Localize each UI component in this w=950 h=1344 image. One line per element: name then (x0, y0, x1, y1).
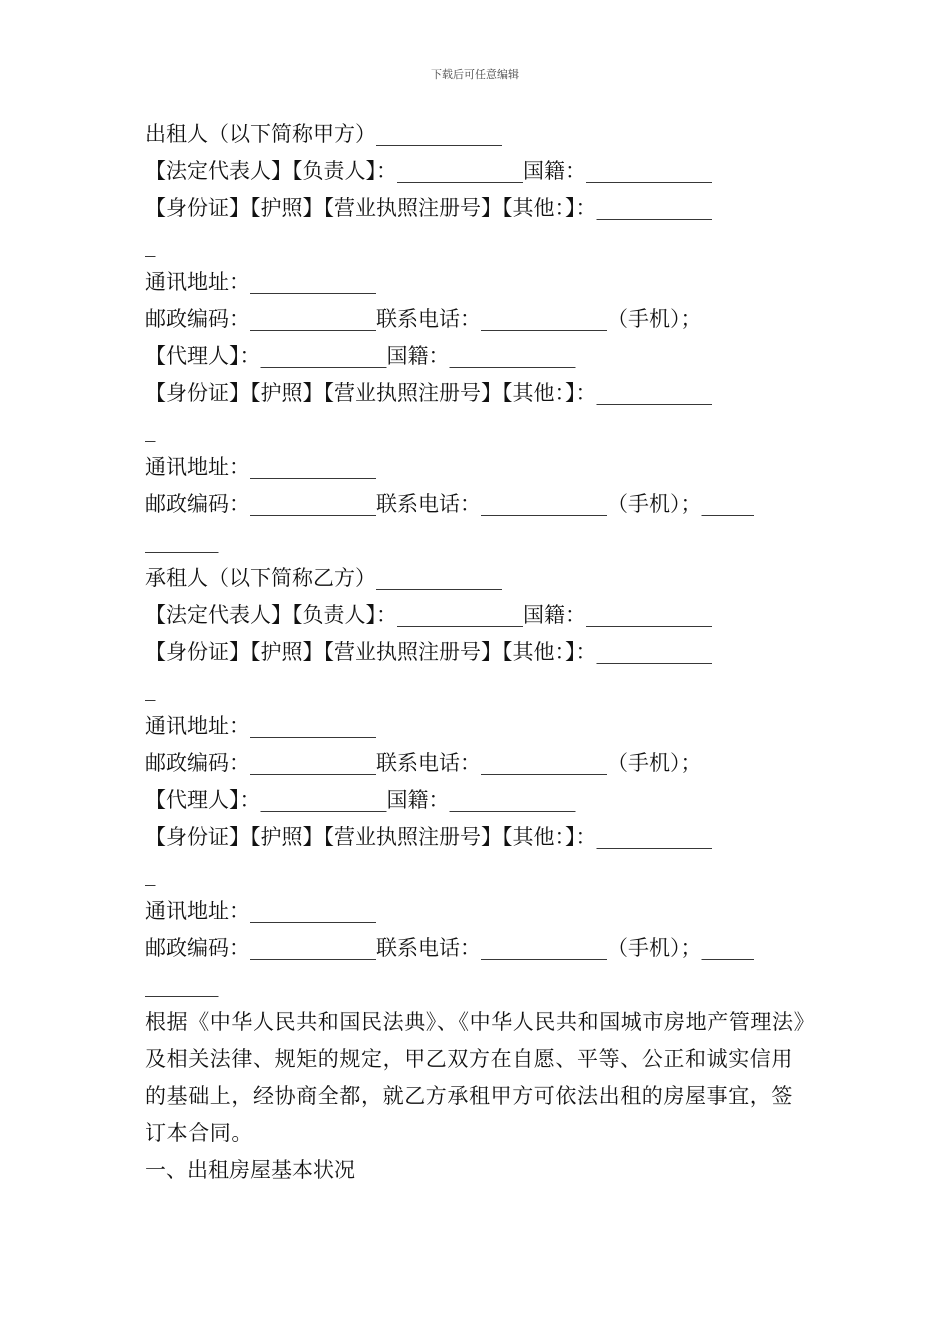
lessor-id-continuation: _ (145, 233, 156, 257)
lessor-address-line: 通讯地址：____________ (145, 270, 376, 294)
lessor-agent-contact-continuation: _______ (145, 529, 219, 553)
lessee-address-line: 通讯地址：____________ (145, 714, 376, 738)
lessor-agent-line: 【代理人】：____________国籍：____________ (145, 344, 576, 368)
lessee-id-line: 【身份证】【护照】【营业执照注册号】【其他：】：___________ (145, 640, 712, 664)
document-body (145, 116, 810, 1189)
section-heading: 一、出租房屋基本状况 (145, 1158, 355, 1182)
lessor-agent-id-continuation: _ (145, 418, 156, 442)
lessor-agent-address-line: 通讯地址：____________ (145, 455, 376, 479)
lessee-agent-address-line: 通讯地址：____________ (145, 899, 376, 923)
lessee-line: 承租人（以下简称乙方）____________ (145, 566, 502, 590)
lessee-agent-id-line: 【身份证】【护照】【营业执照注册号】【其他：】：___________ (145, 825, 712, 849)
lessee-agent-contact-line: 邮政编码：____________联系电话：____________（手机）；_____ (145, 936, 754, 960)
lessee-representative-line: 【法定代表人】【负责人】：____________国籍：____________ (145, 603, 712, 627)
lessee-agent-id-continuation: _ (145, 862, 156, 886)
lessor-id-line: 【身份证】【护照】【营业执照注册号】【其他：】：___________ (145, 196, 712, 220)
lessor-contact-line: 邮政编码：____________联系电话：____________（手机）； (145, 307, 702, 331)
lessor-agent-id-line: 【身份证】【护照】【营业执照注册号】【其他：】：___________ (145, 381, 712, 405)
page-header: 下载后可任意编辑 (431, 68, 519, 81)
lessee-agent-line: 【代理人】：____________国籍：____________ (145, 788, 576, 812)
contract-preamble: 根据《中华人民共和国民法典》、《中华人民共和国城市房地产管理法》及相关法律、规矩的规定，甲乙双方在自愿、平等、公正和诚实信用的基础上，经协商全都，就乙方承租甲方可依法出租的房屋事宜，签订本合同。 (145, 1010, 805, 1145)
lessor-representative-line: 【法定代表人】【负责人】：____________国籍：____________ (145, 159, 712, 183)
lessor-agent-contact-line: 邮政编码：____________联系电话：____________（手机）；_____ (145, 492, 754, 516)
lessor-line: 出租人（以下简称甲方）____________ (145, 122, 502, 146)
lessee-agent-contact-continuation: _______ (145, 973, 219, 997)
lessee-contact-line: 邮政编码：____________联系电话：____________（手机）； (145, 751, 702, 775)
lessee-id-continuation: _ (145, 677, 156, 701)
